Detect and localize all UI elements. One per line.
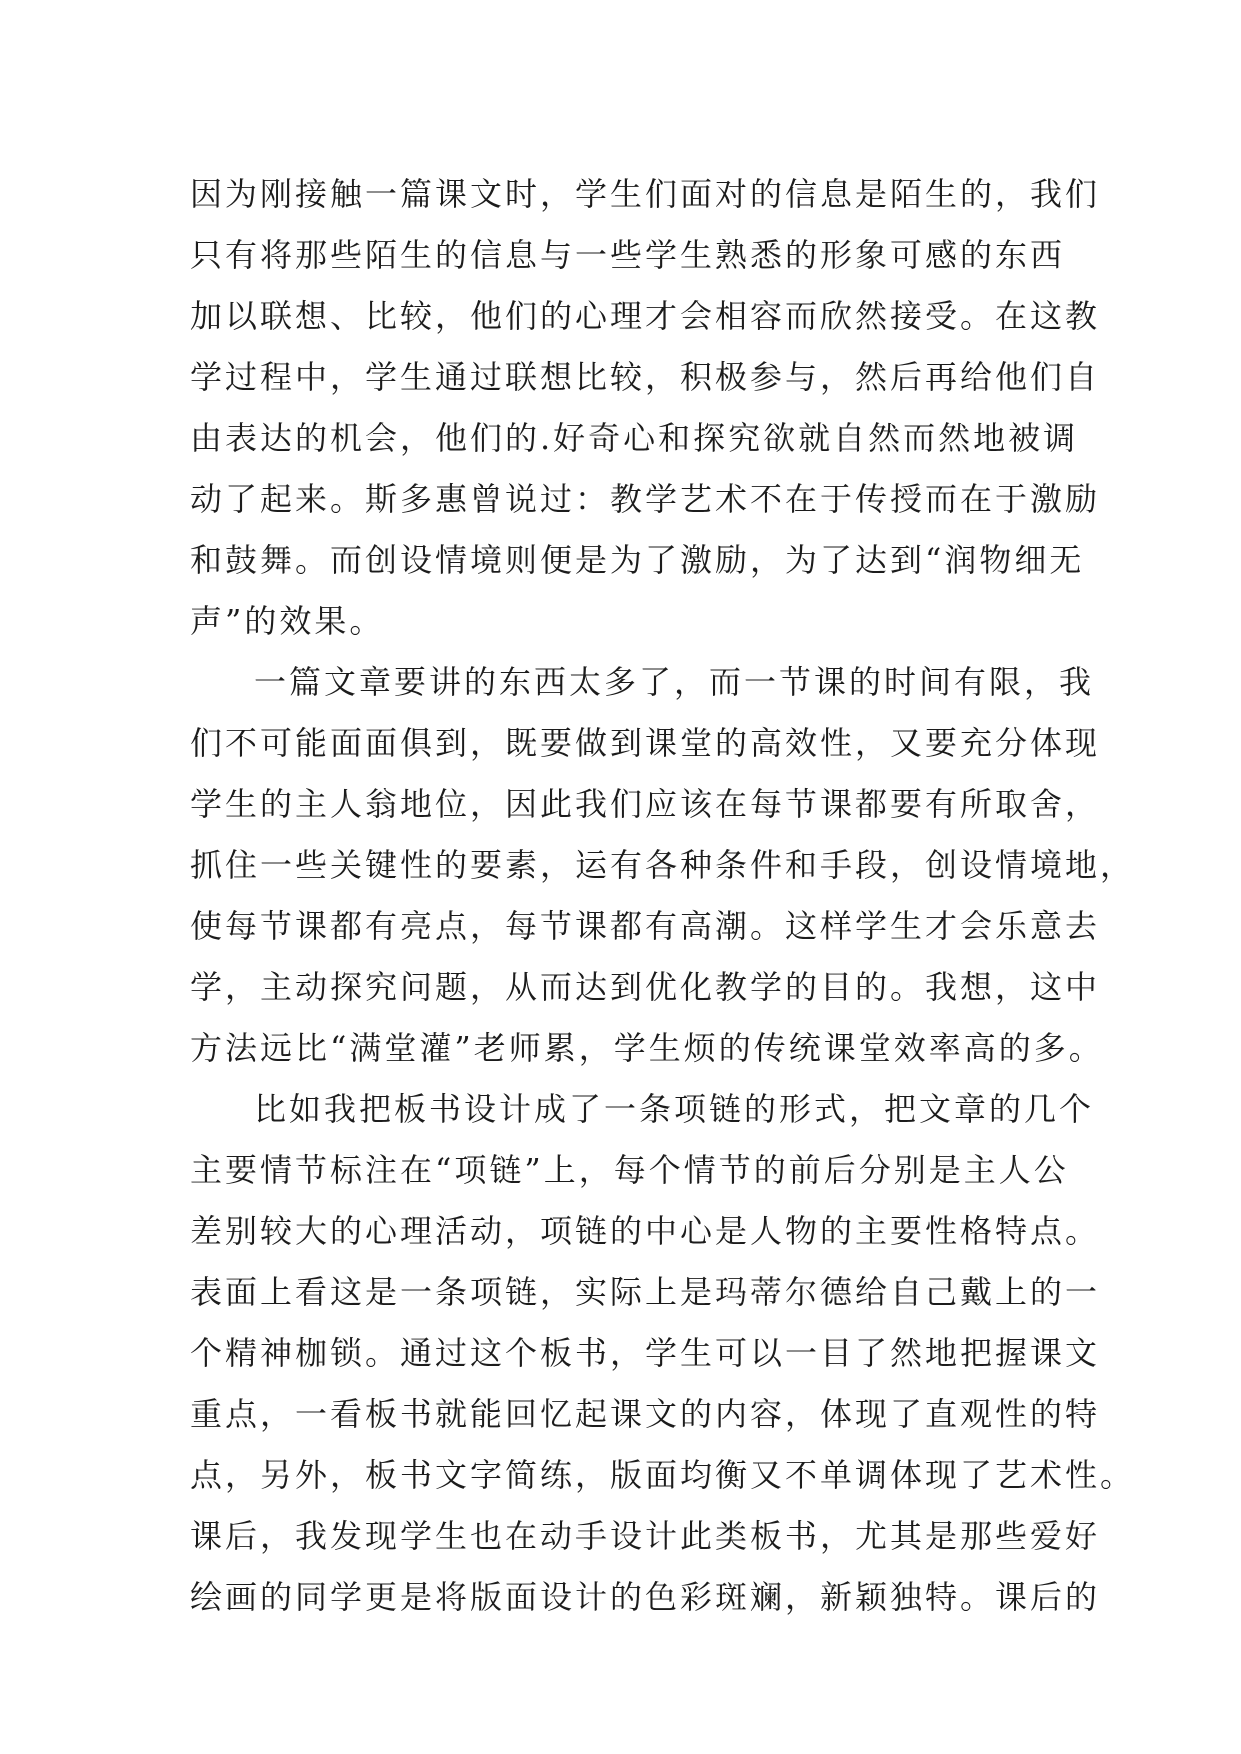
text-line: 重点，一看板书就能回忆起课文的内容，体现了直观性的特 [190, 1395, 1101, 1433]
text-line: 学，主动探究问题，从而达到优化教学的目的。我想，这中 [190, 968, 1101, 1006]
text-line: 点，另外，板书文字简练，版面均衡又不单调体现了艺术性。 [190, 1456, 1136, 1494]
text-line: 们不可能面面俱到，既要做到课堂的高效性，又要充分体现 [190, 724, 1101, 762]
text-line: 学生的主人翁地位，因此我们应该在每节课都要有所取舍， [190, 785, 1101, 823]
text-line: 差别较大的心理活动，项链的中心是人物的主要性格特点。 [190, 1212, 1101, 1250]
text-line: 方法远比“满堂灌”老师累，学生烦的传统课堂效率高的多。 [190, 1029, 1104, 1067]
text-line: 个精神枷锁。通过这个板书，学生可以一目了然地把握课文 [190, 1334, 1101, 1372]
text-line: 只有将那些陌生的信息与一些学生熟悉的形象可感的东西 [190, 236, 1066, 274]
text-line: 加以联想、比较，他们的心理才会相容而欣然接受。在这教 [190, 297, 1101, 335]
text-line: 学过程中，学生通过联想比较，积极参与，然后再给他们自 [190, 358, 1101, 396]
text-line: 和鼓舞。而创设情境则便是为了激励，为了达到“润物细无 [190, 541, 1085, 579]
text-line: 课后，我发现学生也在动手设计此类板书，尤其是那些爱好 [190, 1517, 1101, 1555]
text-line: 使每节课都有亮点，每节课都有高潮。这样学生才会乐意去 [190, 907, 1101, 945]
text-line: 动了起来。斯多惠曾说过：教学艺术不在于传授而在于激励 [190, 480, 1101, 518]
text-line: 表面上看这是一条项链，实际上是玛蒂尔德给自己戴上的一 [190, 1273, 1101, 1311]
text-line: 因为刚接触一篇课文时，学生们面对的信息是陌生的，我们 [190, 175, 1101, 213]
text-line: 主要情节标注在“项链”上，每个情节的前后分别是主人公 [190, 1151, 1069, 1189]
body-text [190, 164, 1136, 1628]
text-line: 由表达的机会，他们的.好奇心和探究欲就自然而然地被调 [190, 419, 1079, 457]
paragraph-first-line: 比如我把板书设计成了一条项链的形式，把文章的几个 [254, 1090, 1095, 1128]
text-line: 绘画的同学更是将版面设计的色彩斑斓，新颖独特。课后的 [190, 1578, 1101, 1616]
text-line: 声”的效果。 [190, 602, 385, 640]
text-line: 抓住一些关键性的要素，运有各种条件和手段，创设情境地， [190, 846, 1136, 884]
paragraph-first-line: 一篇文章要讲的东西太多了，而一节课的时间有限，我 [254, 663, 1095, 701]
